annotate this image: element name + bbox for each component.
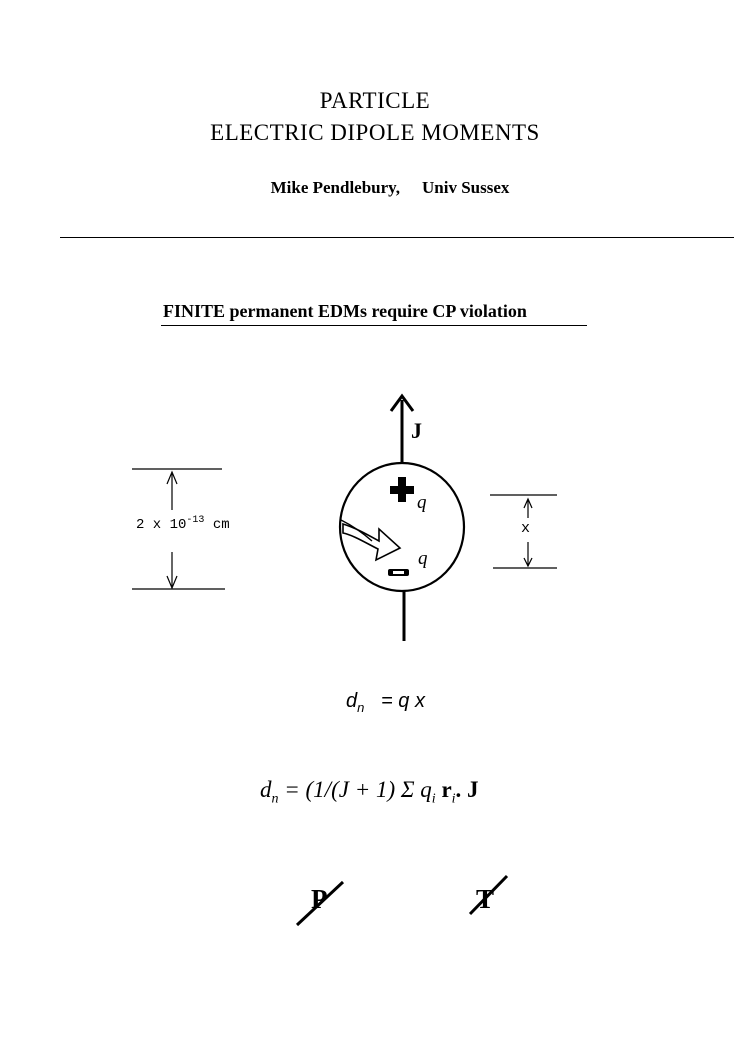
- eq2-sub-i2: i: [451, 791, 456, 807]
- charge-label-top: q: [417, 492, 427, 513]
- size-label: [136, 517, 230, 533]
- spin-label: J: [411, 418, 422, 443]
- eq2-sub-i: i: [431, 791, 436, 807]
- equation-dipole-simple: [346, 690, 425, 715]
- title-line-1: PARTICLE: [319, 88, 431, 113]
- time-reversal-symbol: T: [476, 884, 495, 914]
- title-line-2: ELECTRIC DIPOLE MOMENTS: [210, 120, 540, 145]
- separation-label: x: [521, 520, 531, 537]
- size-base: 2 x 10: [136, 517, 187, 533]
- eq2-d: d: [260, 777, 272, 802]
- eq2-end: . J: [455, 777, 479, 802]
- author-affiliation: Univ Sussex: [422, 178, 510, 197]
- plus-charge-v: [398, 477, 406, 502]
- eq1-d: d: [346, 690, 358, 712]
- eq1-sub: n: [357, 700, 365, 715]
- eq2-sub-n: n: [271, 791, 279, 807]
- parity-symbol: P: [311, 884, 328, 914]
- eq2-r: r: [435, 777, 452, 802]
- size-unit: cm: [204, 517, 230, 533]
- eq2-mid: = (1/(J + 1) Σ q: [278, 777, 432, 802]
- size-exponent: -13: [186, 515, 205, 526]
- author-name: Mike Pendlebury,: [270, 178, 400, 197]
- eq1-rhs: = q x: [381, 690, 425, 712]
- equation-dipole-general: [260, 777, 479, 808]
- charge-label-bottom: q: [418, 548, 428, 569]
- subtitle: FINITE permanent EDMs require CP violation: [163, 301, 527, 321]
